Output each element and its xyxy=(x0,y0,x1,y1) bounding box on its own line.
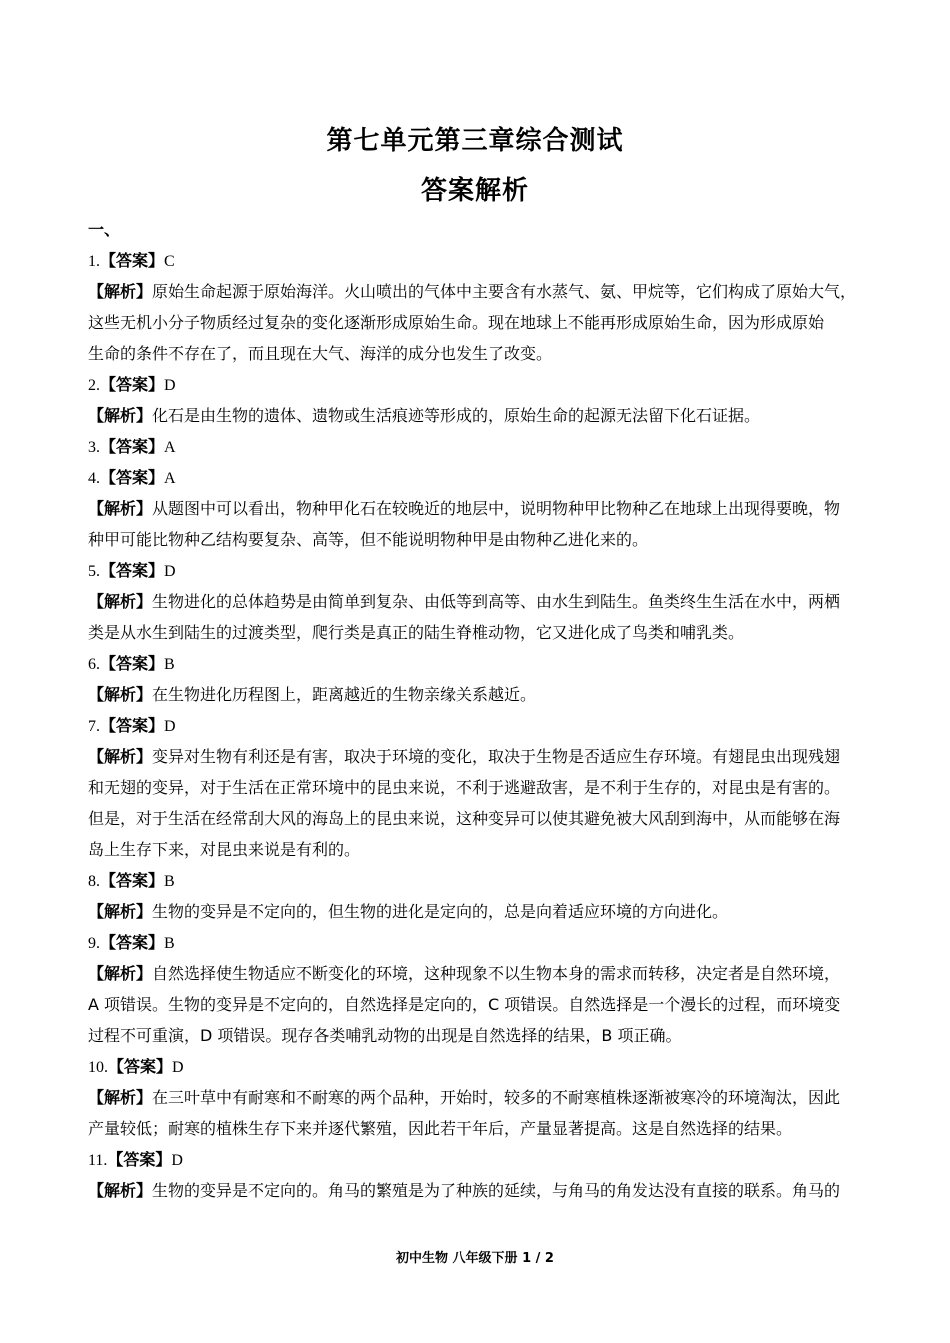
answer-line xyxy=(88,927,868,958)
answer-line xyxy=(88,648,868,679)
explanation-continuation: 岛上生存下来，对昆虫来说是有利的。 xyxy=(88,840,361,859)
explanation-line xyxy=(88,741,868,772)
question-number: 8. xyxy=(88,873,100,890)
explanation-continuation: 生命的条件不存在了，而且现在大气、海洋的成分也发生了改变。 xyxy=(88,344,553,363)
answer-letter: B xyxy=(164,656,175,673)
explanation-continuation: 和无翅的变异，对于生活在正常环境中的昆虫来说，不利于逃避敌害，是不利于生存的，对昆虫是有害的。 xyxy=(88,778,841,797)
explanation-tag: 【解析】 xyxy=(88,592,153,611)
answer-letter: B xyxy=(164,935,175,952)
answer-line xyxy=(88,1144,868,1175)
explanation-tag: 【解析】 xyxy=(88,964,153,983)
answer-body xyxy=(88,214,868,1206)
question-number: 1. xyxy=(88,253,100,270)
question-number: 2. xyxy=(88,377,100,394)
explanation-tag: 【解析】 xyxy=(88,406,153,425)
answer-letter: D xyxy=(172,1059,184,1076)
question-number: 7. xyxy=(88,718,100,735)
answer-label: 【答案】 xyxy=(100,437,165,456)
explanation-text: 化石是由生物的遗体、遗物或生活痕迹等形成的，原始生命的起源无法留下化石证据。 xyxy=(152,406,761,425)
explanation-continuation: 但是，对于生活在经常刮大风的海岛上的昆虫来说，这种变异可以使其避免被大风刮到海中，从而能够在海 xyxy=(88,809,841,828)
explanation-continuation: 产量较低；耐寒的植株生存下来并逐代繁殖，因此若干年后，产量显著提高。这是自然选择的结果。 xyxy=(88,1119,793,1138)
answer-label: 【答案】 xyxy=(108,1057,173,1076)
answer-letter: D xyxy=(171,1152,183,1169)
explanation-continuation: 这些无机小分子物质经过复杂的变化逐渐形成原始生命。现在地球上不能再形成原始生命，因为形成原始 xyxy=(88,313,825,332)
explanation-line xyxy=(88,1175,868,1206)
explanation-tag: 【解析】 xyxy=(88,499,153,518)
explanation-continuation: 类是从水生到陆生的过渡类型，爬行类是真正的陆生脊椎动物，它又进化成了鸟类和哺乳类。 xyxy=(88,623,745,642)
question-number: 6. xyxy=(88,656,100,673)
answer-line xyxy=(88,1051,868,1082)
section-heading: 一、 xyxy=(88,220,121,239)
answer-label: 【答案】 xyxy=(100,468,165,487)
answer-letter: B xyxy=(164,873,175,890)
answer-label: 【答案】 xyxy=(107,1150,172,1169)
answer-line xyxy=(88,462,868,493)
document-title: 第七单元第三章综合测试 xyxy=(326,126,624,156)
answer-letter: D xyxy=(164,563,176,580)
explanation-line xyxy=(88,276,868,307)
explanation-line xyxy=(88,400,868,431)
answer-line xyxy=(88,245,868,276)
explanation-text: 在生物进化历程图上，距离越近的生物亲缘关系越近。 xyxy=(152,685,537,704)
explanation-line xyxy=(88,679,868,710)
answer-line xyxy=(88,369,868,400)
explanation-text: 生物的变异是不定向的。角马的繁殖是为了种族的延续，与角马的角发达没有直接的联系。角马的 xyxy=(152,1181,841,1200)
answer-label: 【答案】 xyxy=(100,251,165,270)
explanation-continuation: 种甲可能比物种乙结构要复杂、高等，但不能说明物种甲是由物种乙进化来的。 xyxy=(88,530,649,549)
question-number: 9. xyxy=(88,935,100,952)
explanation-tag: 【解析】 xyxy=(88,282,153,301)
answer-letter: C xyxy=(164,253,175,270)
answer-label: 【答案】 xyxy=(100,654,165,673)
answer-line xyxy=(88,865,868,896)
explanation-text: 生物的变异是不定向的，但生物的进化是定向的，总是向着适应环境的方向进化。 xyxy=(152,902,729,921)
explanation-line xyxy=(88,586,868,617)
explanation-tag: 【解析】 xyxy=(88,902,153,921)
explanation-text: 生物进化的总体趋势是由简单到复杂、由低等到高等、由水生到陆生。鱼类终生生活在水中，两栖 xyxy=(152,592,841,611)
explanation-line xyxy=(88,493,868,524)
answer-letter: D xyxy=(164,377,176,394)
answer-letter: A xyxy=(164,470,176,487)
explanation-tag: 【解析】 xyxy=(88,685,153,704)
explanation-line xyxy=(88,1082,868,1113)
answer-label: 【答案】 xyxy=(100,871,165,890)
explanation-continuation: A 项错误。生物的变异是不定向的，自然选择是定向的，C 项错误。自然选择是一个漫长的过程，而环境变 xyxy=(88,995,841,1014)
question-number: 4. xyxy=(88,470,100,487)
explanation-line xyxy=(88,896,868,927)
answer-label: 【答案】 xyxy=(100,375,165,394)
question-number: 3. xyxy=(88,439,100,456)
explanation-text: 自然选择使生物适应不断变化的环境，这种现象不以生物本身的需求而转移，决定者是自然环境， xyxy=(152,964,841,983)
question-number: 11. xyxy=(88,1152,108,1169)
question-number: 10. xyxy=(88,1059,108,1076)
explanation-line xyxy=(88,958,868,989)
explanation-continuation: 过程不可重演，D 项错误。现存各类哺乳动物的出现是自然选择的结果，B 项正确。 xyxy=(88,1026,682,1045)
page-footer: 初中生物 八年级下册 1 / 2 xyxy=(396,1251,554,1266)
answer-label: 【答案】 xyxy=(100,933,165,952)
question-number: 5. xyxy=(88,563,100,580)
explanation-text: 在三叶草中有耐寒和不耐寒的两个品种，开始时，较多的不耐寒植株逐渐被寒冷的环境淘汰，因此 xyxy=(152,1088,841,1107)
answer-line xyxy=(88,431,868,462)
answer-label: 【答案】 xyxy=(100,716,165,735)
explanation-text: 变异对生物有利还是有害，取决于环境的变化，取决于生物是否适应生存环境。有翅昆虫出现残翅 xyxy=(152,747,841,766)
answer-letter: A xyxy=(164,439,176,456)
answer-label: 【答案】 xyxy=(100,561,165,580)
answer-line xyxy=(88,710,868,741)
answer-letter: D xyxy=(164,718,176,735)
explanation-text: 原始生命起源于原始海洋。火山喷出的气体中主要含有水蒸气、氨、甲烷等，它们构成了原始大气， xyxy=(152,282,857,301)
answer-line xyxy=(88,555,868,586)
explanation-tag: 【解析】 xyxy=(88,747,153,766)
explanation-tag: 【解析】 xyxy=(88,1181,153,1200)
explanation-tag: 【解析】 xyxy=(88,1088,153,1107)
explanation-text: 从题图中可以看出，物种甲化石在较晚近的地层中，说明物种甲比物种乙在地球上出现得要晚，物 xyxy=(152,499,841,518)
document-subtitle: 答案解析 xyxy=(420,176,529,206)
